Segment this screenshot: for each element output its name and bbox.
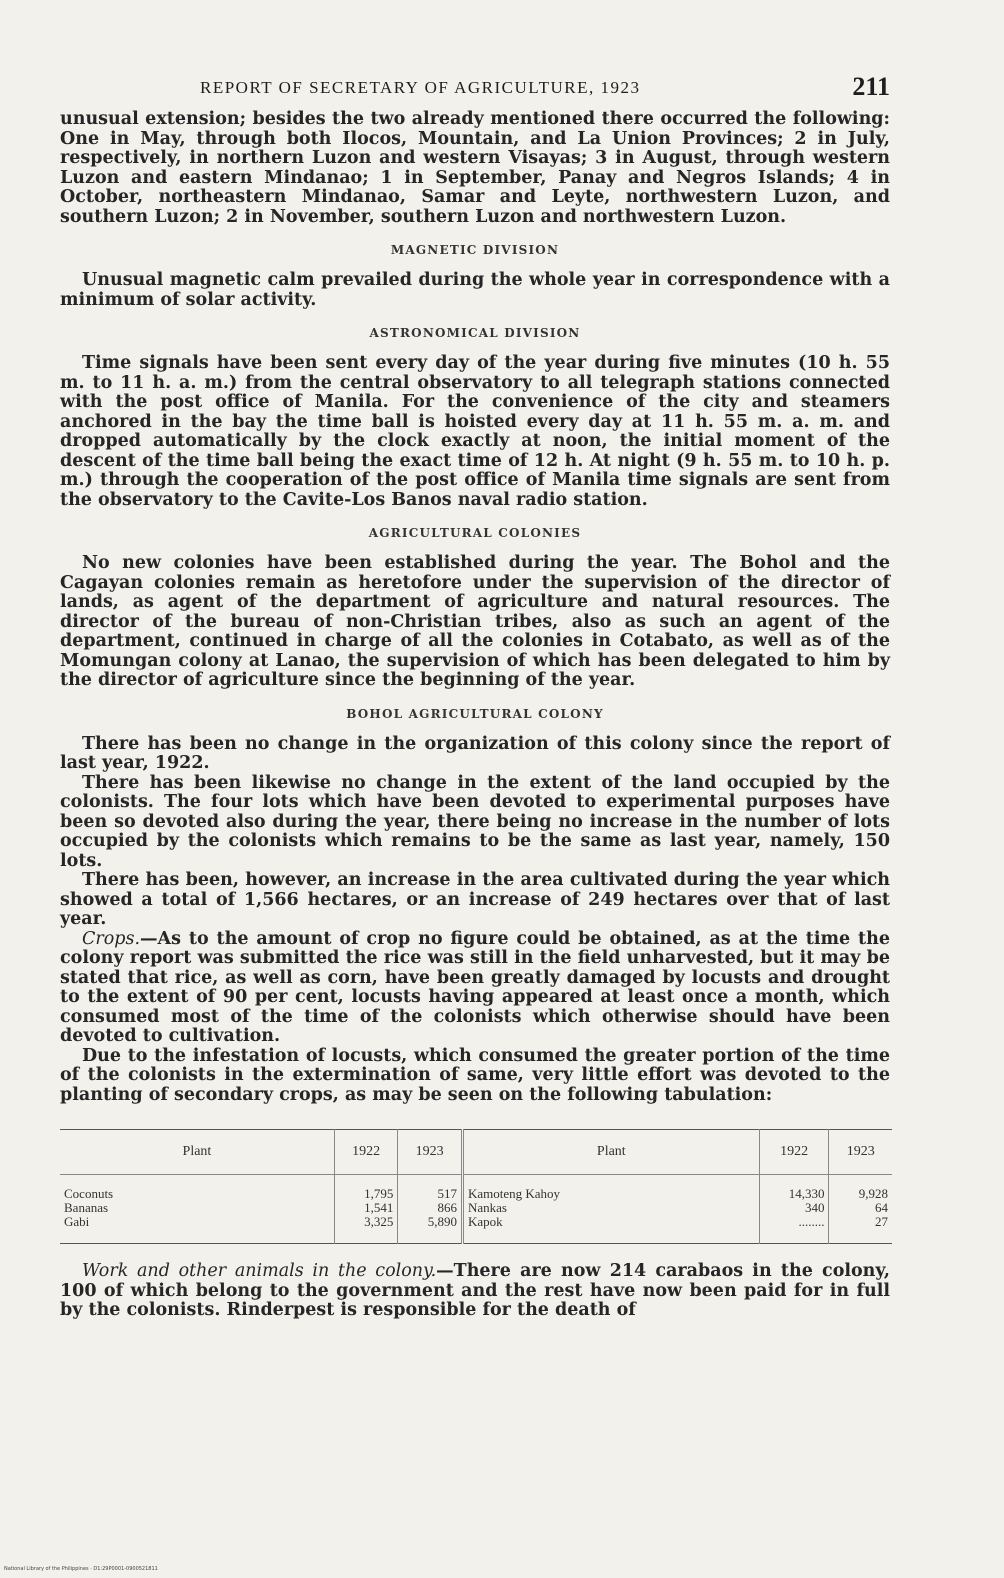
crops-label: Crops. (82, 928, 141, 949)
plant-cell: Bananas (64, 1200, 109, 1215)
magnetic-paragraph: Unusual magnetic calm prevailed during the whole year in correspondence with a minimum of solar activity. (60, 270, 890, 310)
value-cell: ........ (759, 1215, 829, 1244)
plant-cell: Coconuts (64, 1186, 114, 1201)
header-plant-left: Plant (60, 1130, 334, 1175)
header-1922-right: 1922 (759, 1130, 829, 1175)
animals-paragraph (60, 1262, 890, 1321)
section-heading-colonies: AGRICULTURAL COLONIES (368, 526, 582, 540)
bohol-paragraph-1: There has been no change in the organization of this colony since the report of last year, 1922. (60, 733, 890, 773)
plant-cell: Kamoteng Kahoy (462, 1175, 759, 1202)
value-cell: 517 (398, 1175, 463, 1202)
header-1922-left: 1922 (334, 1130, 398, 1175)
section-heading-bohol: BOHOL AGRICULTURAL COLONY (346, 706, 604, 721)
table-row (60, 1201, 892, 1215)
table-row (60, 1215, 892, 1244)
bohol-paragraph-2: There has been likewise no change in the extent of the land occupied by the colonists. The four lots which have been devoted to experimental purposes have been so devoted also during the year, there being no increase in the number of lots occupied by the colonists which remains to be the same as last year, namely, 150 lots. (60, 772, 890, 871)
value-cell: 3,325 (334, 1215, 398, 1244)
crops-paragraph (60, 930, 890, 1047)
header-plant-right: Plant (462, 1130, 759, 1175)
table-header-row (60, 1130, 892, 1175)
animals-text: —There are now 214 carabaos in the colony, 100 of which belong to the government and the rest have now been paid for in full by the colonists. Rinderpest is responsible for the death of (60, 1261, 890, 1320)
value-cell: 1,795 (334, 1175, 398, 1202)
archive-stamp: National Library of the Philippines · D1:29P0001-0900521811 (4, 1566, 158, 1572)
running-head (60, 70, 890, 110)
colonies-paragraph: No new colonies have been established during the year. The Bohol and the Cagayan colonies remain as heretofore under the supervision of the director of lands, as agent of the department of agriculture and natural resources. The director of the bureau of non-Christian tribes, also as such an agent of the department, continued in charge of all the colonies in Cotabato, as well as of the Momungan colony at Lanao, the supervision of which has been delegated to him by the director of agriculture since the beginning of the year. (60, 553, 890, 690)
header-1923-right: 1923 (829, 1130, 892, 1175)
section-heading-magnetic: MAGNETIC DIVISION (390, 243, 560, 257)
locusts-paragraph: Due to the infestation of locusts, which consumed the greater portion of the time of the colonists in the extermination of same, very little effort was devoted to the planting of secondary crops, as may be seen on the following tabulation: (60, 1045, 890, 1105)
value-cell: 27 (829, 1215, 892, 1244)
crops-table (60, 1129, 892, 1244)
table-row (60, 1175, 892, 1202)
value-cell: 1,541 (334, 1201, 398, 1215)
crops-text: —As to the amount of crop no figure could be obtained, as at the time the colony report was submitted the rice was still in the field unharvested, but it may be stated that rice, as well as corn, have been greatly damaged by locusts and drought to the extent of 90 per cent, locusts having appeared at least once a month, which consumed most of the time of the colonists which otherwise should have been devoted to cultivation. (60, 928, 890, 1046)
astronomical-paragraph: Time signals have been sent every day of the year during five minutes (10 h. 55 m. to 11 h. a. m.) from the central observatory to all telegraph stations connected with the post office of Manila. For the convenience of the city and steamers anchored in the bay the time ball is hoisted every day at 11 h. 55 m. a. m. and dropped automatically by the clock exactly at noon, the initial moment of the descent of the time ball being the exact time of 12 h. At night (9 h. 55 m. to 10 h. p. m.) through the cooperation of the post office of Manila time signals are sent from the observatory to the Cavite-Los Banos naval radio station. (60, 353, 890, 510)
plant-cell: Gabi (64, 1214, 90, 1229)
value-cell: 64 (829, 1201, 892, 1215)
plant-cell: Kapok (462, 1215, 759, 1244)
value-cell: 866 (398, 1201, 463, 1215)
intro-paragraph: unusual extension; besides the two already mentioned there occurred the following: One in May, through both Ilocos, Mountain, and La Union Provinces; 2 in July, respectively, in northern Luzon and western Visayas; 3 in August, through western Luzon and eastern Mindanao; 1 in September, Panay and Negros Islands; 4 in October, northeastern Mindanao, Samar and Leyte, northwestern Luzon, and southern Luzon; 2 in November, southern Luzon and northwestern Luzon. (60, 109, 890, 227)
value-cell: 340 (759, 1201, 829, 1215)
running-title: REPORT OF SECRETARY OF AGRICULTURE, 1923 (200, 78, 641, 97)
value-cell: 9,928 (829, 1175, 892, 1202)
bohol-paragraph-3: There has been, however, an increase in the area cultivated during the year which showed a total of 1,566 hectares, or an increase of 249 hectares over that of last year. (60, 870, 890, 929)
animals-label: Work and other animals in the colony. (82, 1261, 437, 1281)
header-1923-left: 1923 (398, 1130, 463, 1175)
page-number: 211 (852, 72, 890, 101)
section-heading-astronomical: ASTRONOMICAL DIVISION (369, 326, 581, 340)
value-cell: 14,330 (759, 1175, 829, 1202)
value-cell: 5,890 (398, 1215, 463, 1244)
document-page (60, 70, 890, 1321)
plant-cell: Nankas (462, 1201, 759, 1215)
